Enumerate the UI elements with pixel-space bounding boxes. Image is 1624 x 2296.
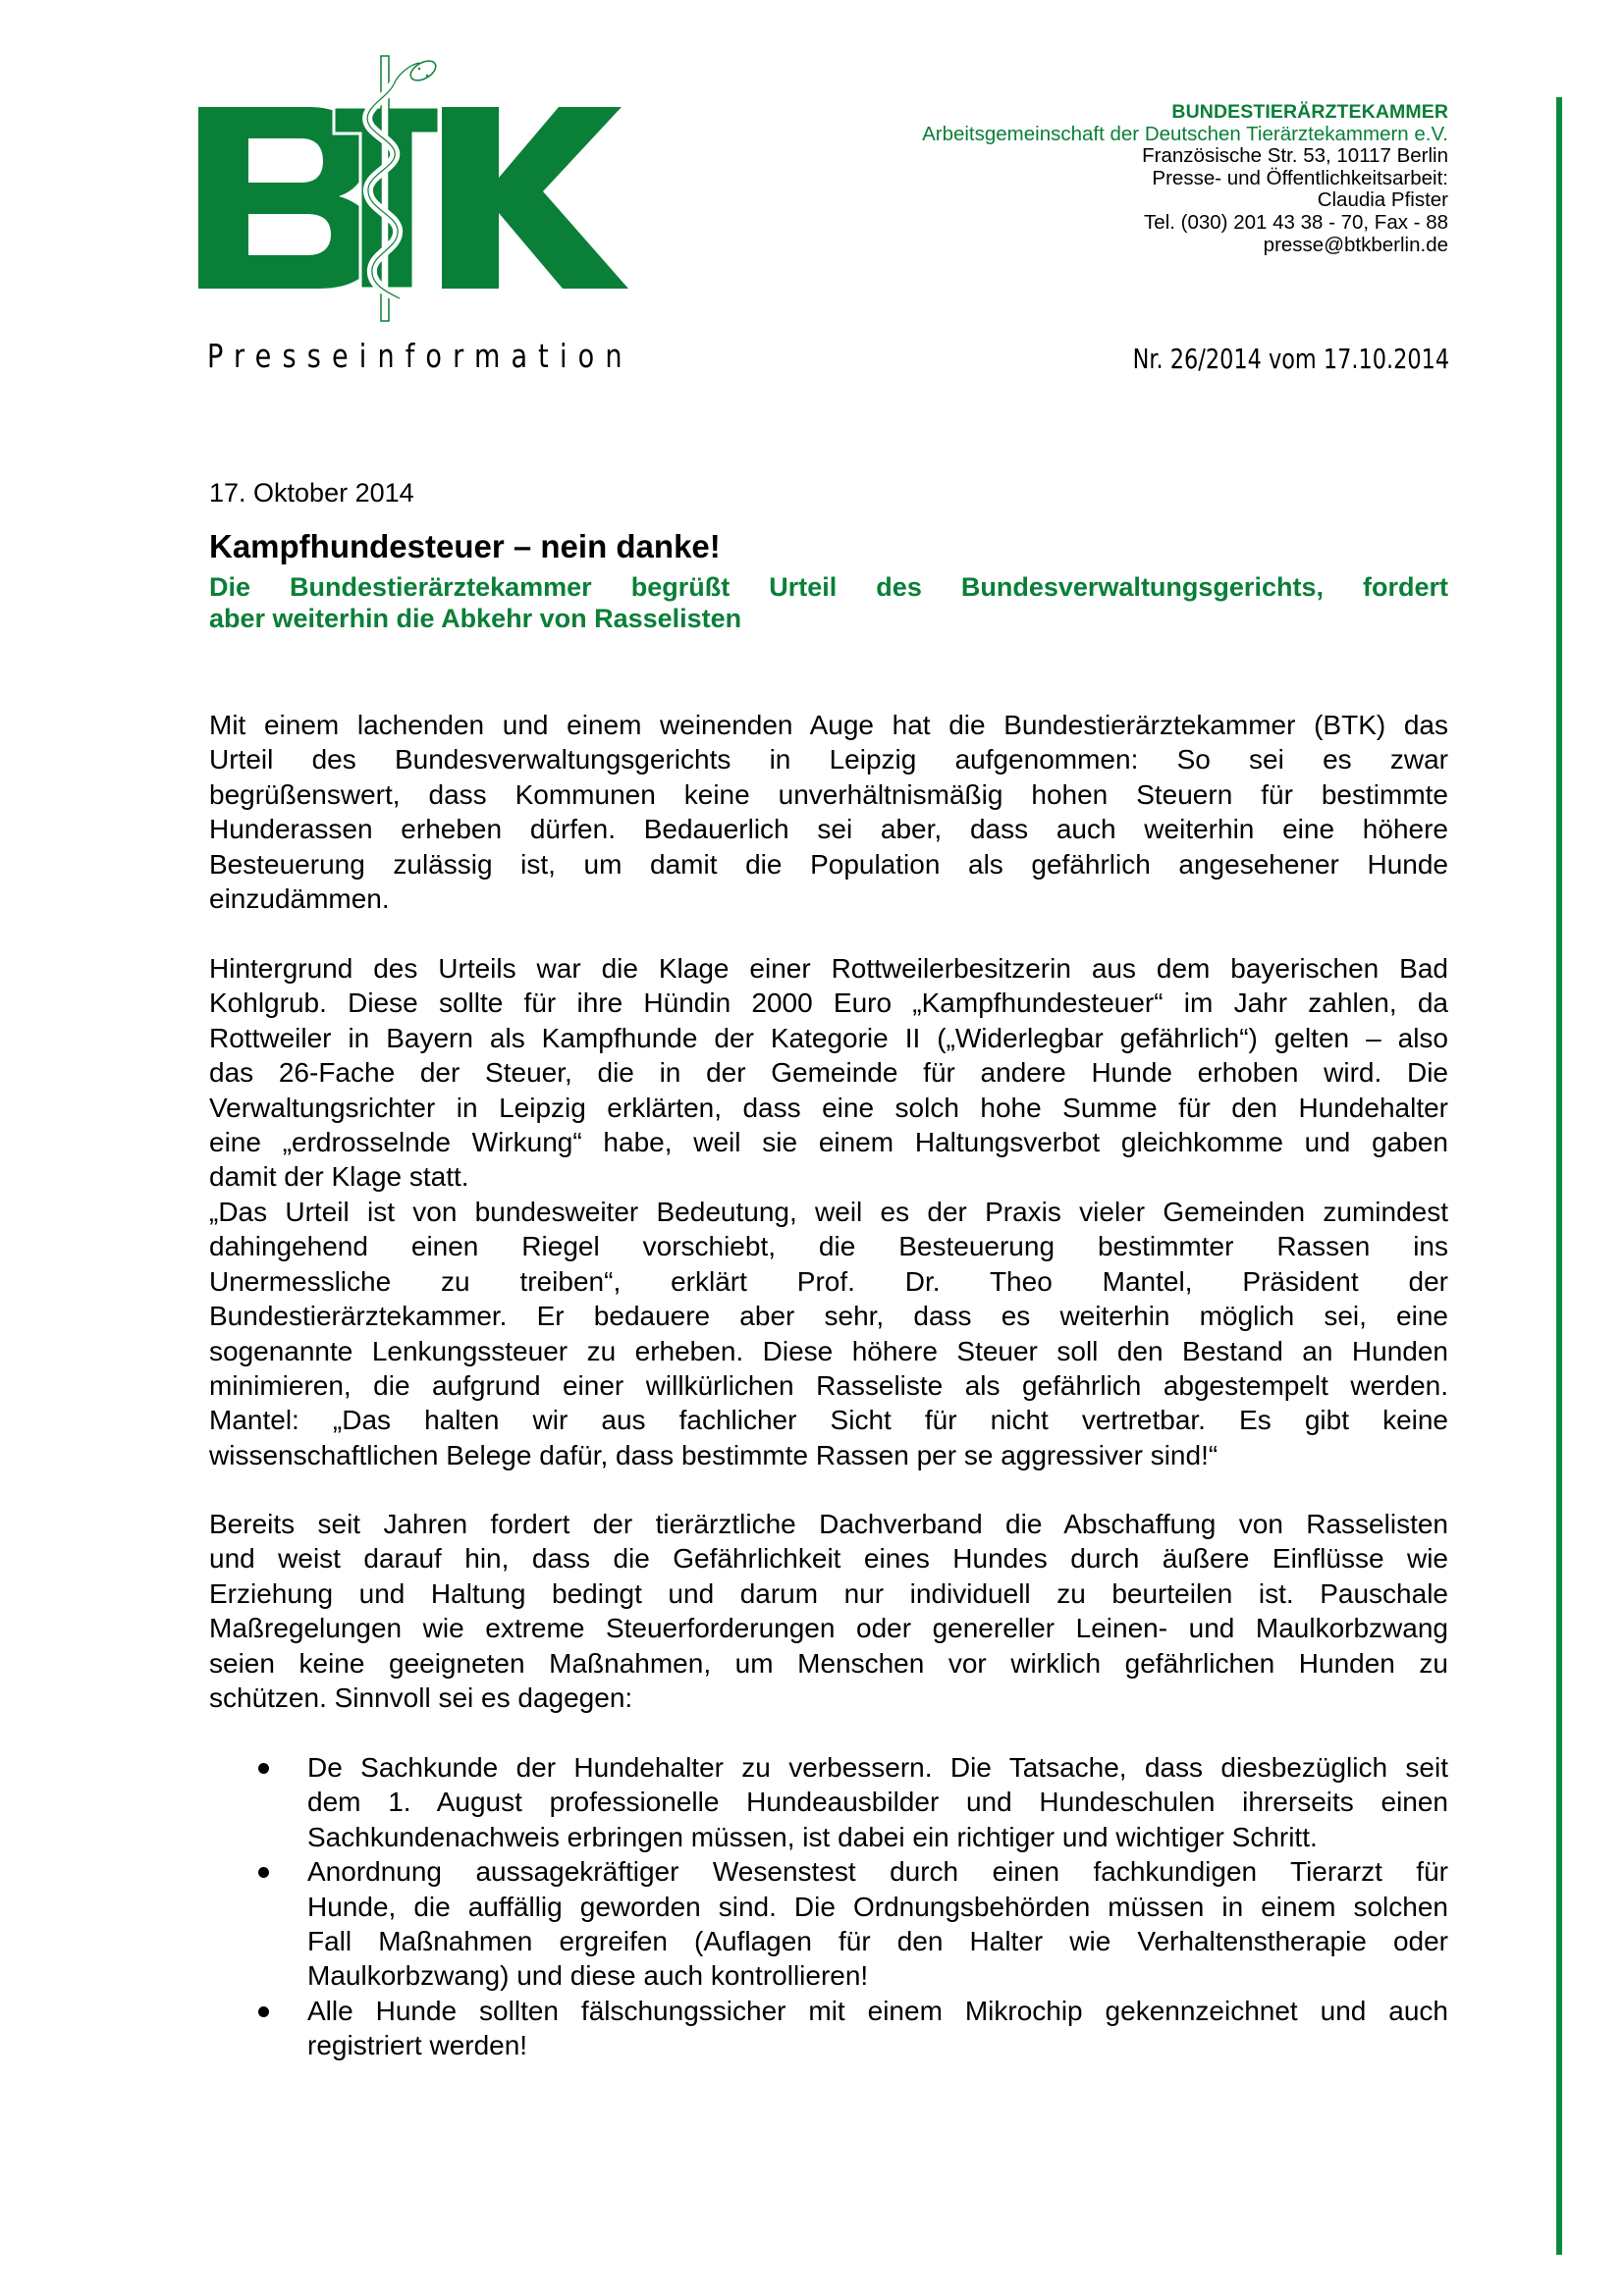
text-line: De Sachkunde der Hundehalter zu verbessern. Die Tatsache, dass diesbezüglich seit <box>307 1752 1448 1783</box>
text-line: Fall Maßnahmen ergreifen (Auflagen für den Halter wie Verhaltenstherapie oder <box>307 1925 1448 1956</box>
text-line: eine „erdrosselnde Wirkung“ habe, weil sie einem Haltungsverbot gleichkomme und gaben <box>209 1126 1448 1157</box>
article-subheadline <box>209 571 1448 634</box>
text-line: Bundestierärztekammer. Er bedauere aber sehr, dass es weiterhin möglich sei, eine <box>209 1301 1448 1332</box>
text-line: einzudämmen. <box>209 882 390 914</box>
paragraph-3 <box>209 1195 1448 1472</box>
text-line: das 26-Fache der Steuer, die in der Gemeinde für andere Hunde erhoben wird. Die <box>209 1057 1448 1089</box>
text-line: und weist darauf hin, dass die Gefährlichkeit eines Hundes durch äußere Einflüsse wie <box>209 1543 1448 1575</box>
btk-logo <box>191 51 633 331</box>
organization-contact-block <box>922 101 1448 256</box>
text-line: dahingehend einen Riegel vorschiebt, die Besteuerung bestimmter Rassen ins <box>209 1231 1448 1262</box>
text-line: Mantel: „Das halten wir aus fachlicher Sicht für nicht vertretbar. Es gibt keine <box>209 1405 1448 1436</box>
text-line: Hunderassen erheben dürfen. Bedauerlich sei aber, dass auch weiterhin eine höhere <box>209 814 1448 845</box>
text-line: „Das Urteil ist von bundesweiter Bedeutung, weil es der Praxis vieler Gemeinden zumindest <box>209 1197 1448 1227</box>
text-line: sogenannte Lenkungssteuer zu erheben. Diese höhere Steuer soll den Bestand an Hunden <box>209 1335 1448 1366</box>
text-line: Bereits seit Jahren fordert der tierärztliche Dachverband die Abschaffung von Rasselisten <box>209 1509 1448 1539</box>
text-line: Hintergrund des Urteils war die Klage einer Rottweilerbesitzerin aus dem bayerischen Bad <box>209 953 1448 984</box>
organization-subtitle: Arbeitsgemeinschaft der Deutschen Tierärztekammern e.V. <box>922 122 1448 145</box>
text-line: damit der Klage statt. <box>209 1161 469 1193</box>
text-line: Unermessliche zu treiben“, erklärt Prof. Dr. Theo Mantel, Präsident der <box>209 1265 1448 1297</box>
vertical-green-rule <box>1556 97 1562 2255</box>
subheadline-line: Die Bundestierärztekammer begrüßt Urteil des Bundesverwaltungsgerichts, fordert <box>209 572 1448 602</box>
press-release-label: Presseinformation <box>207 337 633 375</box>
organization-name: BUNDESTIERÄRZTEKAMMER <box>1171 101 1448 123</box>
list-item <box>209 1750 1448 1854</box>
text-line: Erziehung und Haltung bedingt und darum nur individuell zu beurteilen ist. Pauschale <box>209 1577 1448 1609</box>
paragraph-4 <box>209 1507 1448 1715</box>
text-line: begrüßenswert, dass Kommunen keine unverhältnismäßig hohen Steuern für bestimmte <box>209 778 1448 810</box>
text-line: Maßregelungen wie extreme Steuerforderungen oder genereller Leinen- und Maulkorbzwang <box>209 1613 1448 1644</box>
email-link[interactable]: presse@btkberlin.de <box>1263 233 1448 256</box>
contact-name: Claudia Pfister <box>1317 188 1448 212</box>
recommendations-list <box>209 1750 1448 2063</box>
text-line: Anordnung aussagekräftiger Wesenstest durch einen fachkundigen Tierarzt für <box>307 1856 1448 1888</box>
article-date: 17. Oktober 2014 <box>209 478 414 507</box>
address: Französische Str. 53, 10117 Berlin <box>1142 144 1448 168</box>
list-item <box>209 1854 1448 1994</box>
press-department: Presse- und Öffentlichkeitsarbeit: <box>1152 166 1448 189</box>
list-item <box>209 1994 1448 2063</box>
text-line: Maulkorbzwang) und diese auch kontrollieren! <box>307 1960 869 1992</box>
text-line: Rottweiler in Bayern als Kampfhunde der Kategorie II („Widerlegbar gefährlich“) gelten – also <box>209 1022 1448 1053</box>
text-line: dem 1. August professionelle Hundeausbilder und Hundeschulen ihrerseits einen <box>307 1787 1448 1818</box>
paragraph-2 <box>209 951 1448 1195</box>
bullet-icon <box>258 1763 269 1774</box>
text-line: seien keine geeigneten Maßnahmen, um Menschen vor wirklich gefährlichen Hunden zu <box>209 1647 1448 1679</box>
bullet-icon <box>258 2006 269 2017</box>
btk-logo-icon <box>191 51 633 331</box>
subheadline-line: aber weiterhin die Abkehr von Rasselisten <box>209 604 742 633</box>
bullet-icon <box>258 1867 269 1878</box>
press-release-number: Nr. 26/2014 vom 17.10.2014 <box>1132 343 1449 375</box>
text-line: Kohlgrub. Diese sollte für ihre Hündin 2000 Euro „Kampfhundesteuer“ im Jahr zahlen, da <box>209 988 1448 1019</box>
text-line: registriert werden! <box>307 2030 528 2061</box>
text-line: wissenschaftlichen Belege dafür, dass bestimmte Rassen per se aggressiver sind!“ <box>209 1439 1218 1470</box>
text-line: Besteuerung zulässig ist, um damit die Population als gefährlich angesehener Hunde <box>209 848 1448 880</box>
paragraph-1 <box>209 708 1448 916</box>
text-line: minimieren, die aufgrund einer willkürlichen Rasseliste als gefährlich abgestempelt werden. <box>209 1369 1448 1401</box>
article-headline: Kampfhundesteuer – nein danke! <box>209 528 721 564</box>
text-line: Urteil des Bundesverwaltungsgerichts in Leipzig aufgenommen: So sei es zwar <box>209 744 1448 775</box>
text-line: Mit einem lachenden und einem weinenden Auge hat die Bundestierärztekammer (BTK) das <box>209 710 1448 740</box>
text-line: Alle Hunde sollten fälschungssicher mit einem Mikrochip gekennzeichnet und auch <box>307 1995 1448 2026</box>
text-line: Sachkundenachweis erbringen müssen, ist dabei ein richtiger und wichtiger Schritt. <box>307 1821 1318 1852</box>
text-line: Hunde, die auffällig geworden sind. Die Ordnungsbehörden müssen in einem solchen <box>307 1891 1448 1922</box>
phone-fax: Tel. (030) 201 43 38 - 70, Fax - 88 <box>1144 210 1448 234</box>
text-line: Verwaltungsrichter in Leipzig erklärten, dass eine solch hohe Summe für den Hundehalter <box>209 1092 1448 1123</box>
text-line: schützen. Sinnvoll sei es dagegen: <box>209 1682 633 1713</box>
